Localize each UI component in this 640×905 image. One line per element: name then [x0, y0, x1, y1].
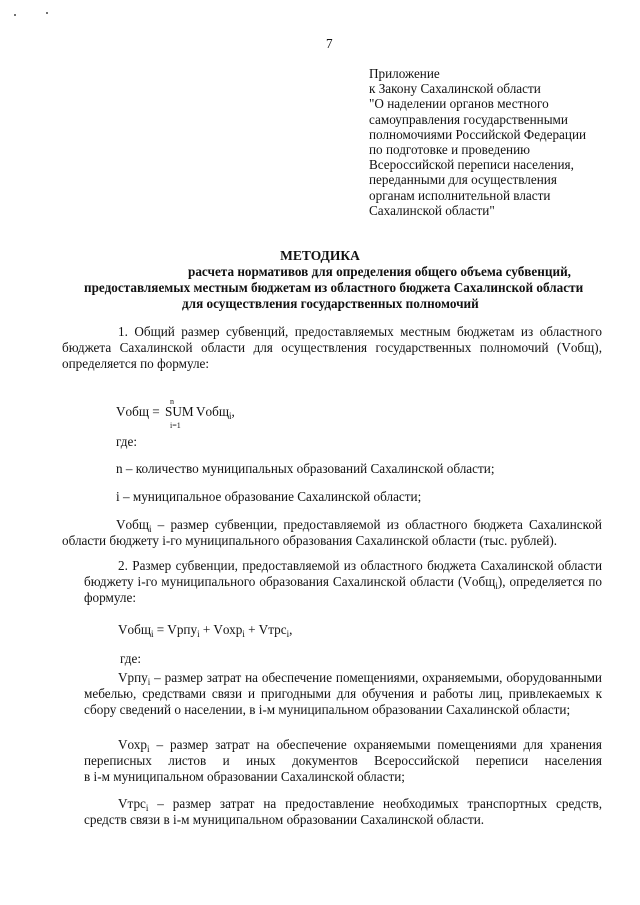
document-title: МЕТОДИКА: [280, 248, 360, 263]
appendix-line: органам исполнительной власти: [369, 187, 551, 203]
definition-subscript: i: [147, 677, 151, 687]
paragraph-line: 1. Общий размер субвенций, предоставляемых местным бюджетам из областного: [118, 324, 602, 339]
definition-subscript: i: [148, 524, 152, 534]
appendix-line: Сахалинской области": [369, 202, 495, 218]
formula-term: [196, 404, 235, 424]
definition-n: n – количество муниципальных образований Сахалинской области;: [116, 461, 495, 476]
definition-symbol: Vобщ: [116, 517, 149, 532]
definition-vobsh: [62, 517, 602, 549]
appendix-line: по подготовке и проведению: [369, 141, 531, 157]
document-subtitle: [60, 264, 600, 312]
formula-part: + Vтрс: [244, 622, 287, 637]
page-number-text: 7: [326, 36, 333, 51]
subtitle-line: для осуществления государственных полномочий: [182, 296, 479, 311]
subtitle-line: расчета нормативов для определения общего объема субвенций,: [188, 264, 571, 279]
paragraph-line: сбору сведений о населении, в i-м муниципальном образовании Сахалинской области;: [84, 702, 571, 718]
paragraph-subscript: i: [495, 581, 498, 592]
appendix-line: "О наделении органов местного: [369, 96, 549, 112]
where-label: где:: [120, 651, 141, 666]
scan-mark: [14, 14, 16, 16]
paragraph-line: 2. Размер субвенции, предоставляемой из областного бюджета Сахалинской области: [118, 558, 602, 573]
appendix-line: к Закону Сахалинской области: [369, 81, 541, 97]
where-label: где:: [116, 434, 137, 449]
definition-text: – размер субвенции, предоставляемой из областного бюджета Сахалинской: [151, 517, 602, 532]
formula-sum: [116, 397, 316, 435]
sum-operator: SUM: [165, 404, 194, 419]
paragraph-line: мебелью, средствами связи и пригодными для обучения и работы лиц, привлекаемых к: [84, 686, 602, 702]
appendix-line: полномочиями Российской Федерации: [369, 126, 587, 142]
definition-symbol: Vтрс: [118, 796, 146, 811]
formula-total: [118, 622, 292, 642]
appendix-block: [369, 66, 619, 218]
formula-subscript: i: [242, 629, 245, 639]
definition-subscript: i: [145, 803, 149, 813]
appendix-line: переданными для осуществления: [369, 172, 557, 188]
definition-vrpu: [84, 670, 602, 719]
definition-text: – размер затрат на предоставление необходимых транспортных средств,: [148, 796, 602, 811]
appendix-line: самоуправления государственными: [369, 111, 568, 127]
formula-term-subscript: i: [228, 411, 232, 421]
scan-mark: [46, 12, 48, 14]
section-1-paragraph: [62, 324, 602, 373]
definition-subscript: i: [146, 744, 150, 754]
formula-term-text: Vобщ: [196, 404, 229, 419]
paragraph-line: в i-м муниципальном образовании Сахалинской области;: [84, 769, 405, 785]
sum-lower-limit: i=1: [170, 421, 181, 430]
section-2-paragraph: [84, 558, 602, 607]
formula-subscript: i: [150, 629, 154, 639]
paragraph-line: бюджета Сахалинской области для осуществления государственных полномочий (Vобщ),: [62, 340, 602, 356]
paragraph-text: ), определяется по: [497, 574, 603, 590]
paragraph-line: [84, 670, 602, 686]
definition-i: i – муниципальное образование Сахалинской области;: [116, 489, 422, 504]
subtitle-line: предоставляемых местным бюджетам из областного бюджета Сахалинской области: [84, 280, 584, 295]
formula-subscript: i: [286, 629, 290, 639]
paragraph-line: [84, 574, 602, 590]
formula-part: Vобщ: [118, 622, 151, 637]
formula-end: ,: [231, 404, 235, 419]
formula-subscript: i: [197, 629, 200, 639]
paragraph-line: формуле:: [84, 590, 136, 606]
definition-symbol: Vрпу: [118, 670, 148, 685]
formula-end: ,: [289, 622, 293, 637]
formula-part: = Vрпу: [153, 622, 198, 637]
paragraph-line: [62, 517, 602, 533]
definition-text: – размер затрат на обеспечение охраняемыми помещениями для хранения: [149, 737, 602, 752]
definition-vtrs: [84, 796, 602, 828]
paragraph-line: области бюджету i-го муниципального образования Сахалинской области (тыс. рублей).: [62, 533, 558, 549]
paragraph-line: определяется по формуле:: [62, 356, 210, 372]
formula-lhs: Vобщ =: [116, 404, 160, 419]
appendix-line: Приложение: [369, 66, 440, 81]
paragraph-line: [84, 737, 602, 753]
paragraph-line: переписных листов и иных документов Всероссийской переписи населения: [84, 753, 602, 769]
paragraph-text: бюджету i-го муниципального образования Сахалинской области (Vобщ: [84, 574, 496, 590]
definition-symbol: Vохр: [118, 737, 147, 752]
appendix-line: Всероссийской переписи населения,: [369, 157, 574, 173]
definition-vohr: [84, 737, 602, 786]
formula-part: + Vохр: [199, 622, 243, 637]
paragraph-line: [84, 796, 602, 812]
paragraph-line: средств связи в i-м муниципальном образовании Сахалинской области.: [84, 812, 485, 828]
sum-upper-limit: n: [170, 397, 174, 406]
definition-text: – размер затрат на обеспечение помещениями, охраняемыми, оборудованными: [150, 670, 602, 685]
